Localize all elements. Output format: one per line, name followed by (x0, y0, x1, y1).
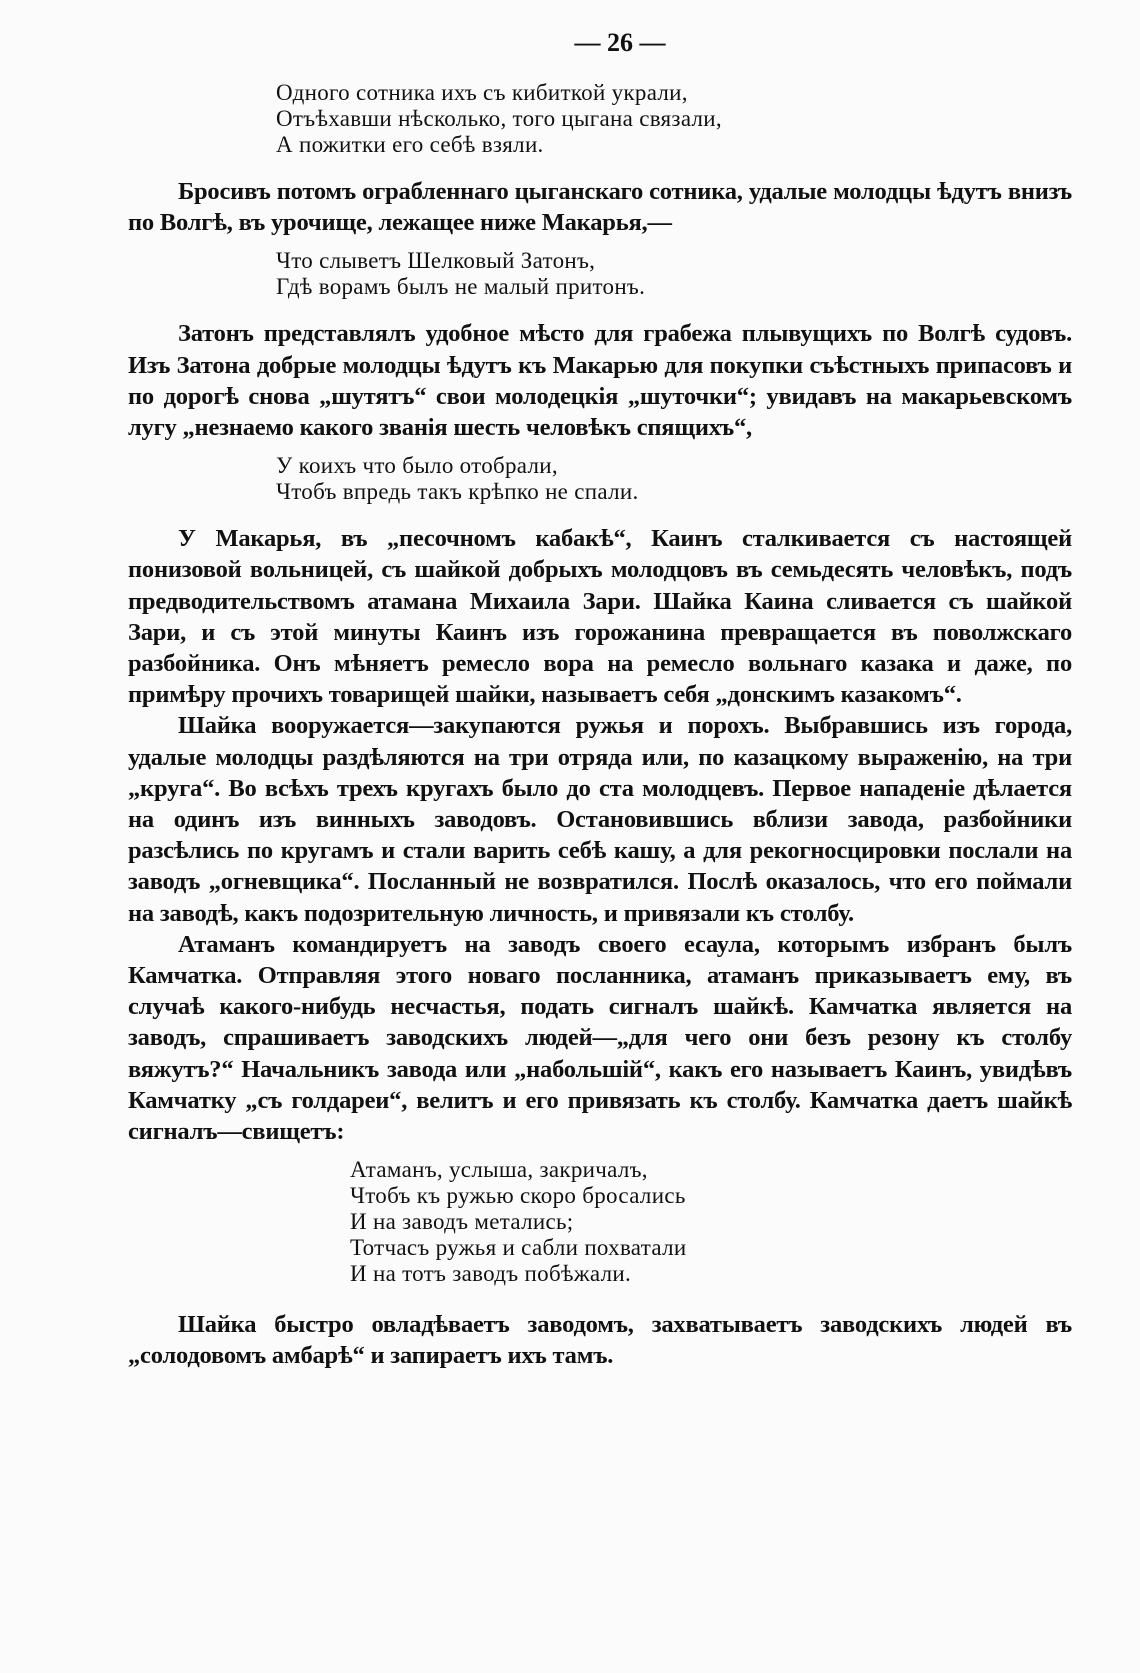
paragraph-makaryev-tavern: У Макарья, въ „песочномъ кабакѣ“, Каинъ сталкивается съ настоящей понизовой вольницей, съ шайкой добрыхъ молодцовъ въ семьдесять человѣкъ, подъ предводительствомъ атамана Михаила Зари. Шайка Каина сливается съ шайкой Зари, и съ этой минуты Каинъ изъ горожанина превращается въ поволжскаго разбойника. Онъ мѣняетъ ремесло вора на ремесло вольнаго казака и даже, по примѣру прочихъ товарищей шайки, называетъ себя „донскимъ казакомъ“. (128, 525, 1072, 709)
paragraph-gang-arms: Шайка вооружается—закупаются ружья и порохъ. Выбравшись изъ города, удалые молодцы раздѣляются на три отряда или, по казацкому выраженію, на три „круга“. Во всѣхъ трехъ кругахъ было до ста молодцевъ. Первое нападеніе дѣлается на одинъ изъ винныхъ заводовъ. Остановившись вблизи завода, разбойники разсѣлись по кругамъ и стали варить себѣ кашу, а для рекогносцировки послали на заводъ „огневщика“. Посланный не возвратился. Послѣ оказалось, что его поймали на заводѣ, какъ подозрительную личность, и привязали къ столбу. (128, 712, 1072, 927)
verse-cossack-theft (128, 80, 1072, 158)
verse-line: Чтобъ къ ружью скоро бросались (350, 1183, 686, 1209)
verse-line: А пожитки его себѣ взяли. (276, 132, 544, 157)
verse-line: Чтобъ впредь такъ крѣпко не спали. (276, 479, 639, 505)
verse-line: Тотчасъ ружья и сабли похватали (350, 1235, 687, 1261)
page-number: — 26 — (574, 28, 666, 57)
verse-line: У коихъ что было отобрали, (276, 453, 558, 479)
verse-line: Отъѣхавши нѣсколько, того цыгана связали, (276, 106, 722, 131)
verse-ataman-cry (128, 1157, 1072, 1287)
paragraph-zaton: Затонъ представлялъ удобное мѣсто для грабежа плывущихъ по Волгѣ судовъ. Изъ Затона добрые молодцы ѣдутъ къ Макарью для покупки съѣстныхъ припасовъ и по дорогѣ снова „шутятъ“ свои молодецкія „шуточки“; увидавъ на макарьевскомъ лугу „незнаемо какого званія шесть человѣкъ спящихъ“, (128, 320, 1072, 442)
verse-line: Что слыветъ Шелковый Затонъ, (276, 248, 596, 274)
verse-line: Атаманъ, услыша, закричалъ, (350, 1157, 648, 1183)
verse-line: И на тотъ заводъ побѣжали. (350, 1261, 632, 1287)
verse-sleepers (128, 453, 1072, 505)
verse-silk-backwater (128, 248, 1072, 300)
paragraph-factory-seized: Шайка быстро овладѣваетъ заводомъ, захватываетъ заводскихъ людей въ „солодовомъ амбарѣ“ и запираетъ ихъ тамъ. (128, 1311, 1072, 1370)
verse-line: Гдѣ ворамъ былъ не малый притонъ. (276, 274, 646, 300)
verse-line: Одного сотника ихъ съ кибиткой украли, (276, 80, 688, 105)
paragraph-volga-trip: Бросивъ потомъ ограбленнаго цыганскаго сотника, удалые молодцы ѣдутъ внизъ по Волгѣ, въ урочище, лежащее ниже Макарья,— (128, 178, 1072, 237)
paragraph-ataman-orders: Атаманъ командируетъ на заводъ своего есаула, которымъ избранъ былъ Камчатка. Отправляя этого новаго посланника, атаманъ приказываетъ ему, въ случаѣ какого-нибудь несчастья, подать сигналъ шайкѣ. Камчатка является на заводъ, спрашиваетъ заводскихъ людей—„для чего они безъ резону къ столбу вяжутъ?“ Начальникъ завода или „набольшій“, какъ его называетъ Каинъ, увидѣвъ Камчатку „съ голдареи“, велитъ и его привязать къ столбу. Камчатка даетъ шайкѣ сигналъ—свищетъ: (128, 930, 1072, 1146)
verse-line: И на заводъ метались; (350, 1209, 574, 1235)
